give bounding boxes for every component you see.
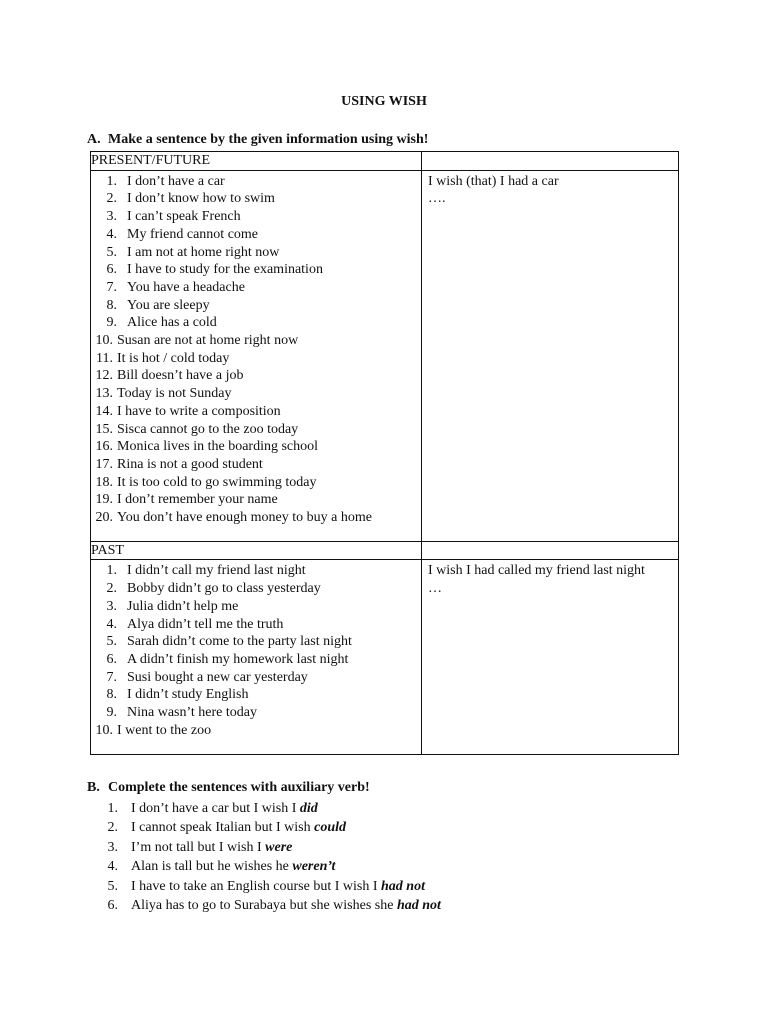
- list-item-number: 3.: [106, 598, 117, 614]
- exercise-answer: weren’t: [292, 859, 336, 875]
- list-item-number: 6.: [106, 651, 117, 667]
- list-item-number: 7.: [106, 279, 117, 295]
- exercise-item-text: [118, 799, 318, 818]
- list-item: [91, 244, 421, 262]
- list-item-number: 14.: [95, 403, 113, 419]
- list-item-number: 1.: [106, 173, 117, 189]
- list-item-number: 15.: [95, 421, 113, 437]
- list-item: [91, 438, 421, 456]
- past-continuation: …: [428, 581, 442, 597]
- list-item: [91, 598, 421, 616]
- list-item-text: You have a headache: [127, 279, 245, 295]
- present-answer-cell: [422, 170, 679, 541]
- exercise-sentence: I don’t have a car but I wish I: [131, 801, 300, 816]
- exercise-item: [90, 857, 441, 876]
- section-a-heading: [87, 132, 428, 148]
- exercise-answer: were: [265, 839, 293, 855]
- section-b-list: [90, 799, 441, 915]
- page-title: USING WISH: [341, 94, 427, 109]
- list-item: [91, 190, 421, 208]
- list-item-text: Sarah didn’t come to the party last night: [127, 634, 352, 650]
- list-item-number: 6.: [106, 262, 117, 278]
- list-item-number: 10.: [95, 333, 113, 349]
- list-item: [91, 509, 421, 527]
- list-item-number: 5.: [106, 634, 117, 650]
- list-item-number: 8.: [106, 687, 117, 703]
- exercise-answer: had not: [396, 898, 441, 914]
- list-item: [91, 474, 421, 492]
- present-example-answer: I wish (that) I had a car: [428, 173, 559, 189]
- list-item: [91, 385, 421, 403]
- section-b-instruction: Complete the sentences with auxiliary verb!: [108, 780, 370, 795]
- list-item-number: 8.: [106, 297, 117, 313]
- list-item: [91, 580, 421, 598]
- exercise-answer: had not: [381, 878, 425, 894]
- list-item-text: My friend cannot come: [127, 226, 259, 242]
- list-item-number: 1.: [106, 563, 117, 579]
- list-item-number: 9.: [106, 705, 117, 721]
- exercise-item: [90, 799, 441, 818]
- list-item: [91, 173, 421, 191]
- exercise-sentence: I have to take an English course but I wish I: [131, 878, 381, 894]
- present-answer-header: [422, 152, 679, 171]
- list-item-text: I am not at home right now: [127, 244, 280, 260]
- list-item-number: 4.: [106, 616, 117, 632]
- exercise-item: [90, 818, 441, 837]
- list-item-number: 13.: [95, 386, 113, 402]
- list-item: [91, 314, 421, 332]
- list-item: [91, 226, 421, 244]
- exercise-item-number: 2.: [107, 820, 118, 836]
- list-item-text: Today is not Sunday: [117, 386, 232, 402]
- section-a-instruction: Make a sentence by the given information using wish!: [108, 132, 429, 147]
- list-item-number: 11.: [96, 350, 113, 366]
- section-b-letter: B.: [87, 780, 100, 795]
- exercise-sentence: I’m not tall but I wish I: [131, 839, 266, 855]
- present-items-cell: [91, 170, 422, 541]
- list-item-text: Bobby didn’t go to class yesterday: [127, 581, 321, 597]
- past-header: PAST: [91, 541, 422, 560]
- list-item-number: 19.: [95, 492, 113, 508]
- exercise-item-number: 3.: [107, 839, 118, 855]
- exercise-answer: did: [299, 801, 318, 816]
- list-item: [91, 633, 421, 651]
- exercise-sentence: I cannot speak Italian but I wish: [131, 820, 315, 836]
- exercise-item-number: 5.: [107, 878, 118, 894]
- list-item: [91, 491, 421, 509]
- exercise-item-number: 1.: [107, 801, 118, 816]
- exercise-sentence: Aliya has to go to Surabaya but she wishes she: [131, 898, 397, 914]
- list-item: [91, 651, 421, 669]
- exercise-table: [90, 151, 679, 755]
- list-item-number: 7.: [106, 669, 117, 685]
- list-item-text: I didn’t study English: [127, 687, 249, 703]
- list-item-text: Susi bought a new car yesterday: [127, 669, 308, 685]
- list-item-text: I have to study for the examination: [127, 262, 323, 278]
- list-item-text: You don’t have enough money to buy a home: [117, 510, 372, 526]
- list-item: [91, 704, 421, 722]
- present-future-header: PRESENT/FUTURE: [91, 152, 422, 171]
- list-item-text: I don’t remember your name: [117, 492, 278, 508]
- list-item-text: I don’t have a car: [127, 173, 225, 189]
- exercise-item: [90, 838, 441, 857]
- past-answer-header: [422, 541, 679, 560]
- list-item-text: Alya didn’t tell me the truth: [127, 616, 284, 632]
- past-answer-cell: [422, 560, 679, 754]
- list-item: [91, 297, 421, 315]
- exercise-item-text: [118, 857, 335, 876]
- list-item-text: You are sleepy: [127, 297, 210, 313]
- list-item: [91, 350, 421, 368]
- present-body-row: [91, 170, 679, 541]
- list-item: [91, 208, 421, 226]
- exercise-item-text: [118, 896, 441, 915]
- list-item-number: 12.: [95, 368, 113, 384]
- list-item-number: 3.: [106, 209, 117, 225]
- list-item-text: Rina is not a good student: [117, 456, 263, 472]
- exercise-item-text: [118, 818, 346, 837]
- list-item: [91, 669, 421, 687]
- present-items-list: [91, 173, 421, 527]
- list-item-text: Nina wasn’t here today: [127, 705, 257, 721]
- list-item-text: A didn’t finish my homework last night: [127, 651, 349, 667]
- list-item-text: Julia didn’t help me: [127, 598, 239, 614]
- past-example-answer: I wish I had called my friend last night: [428, 563, 645, 579]
- list-item-text: I can’t speak French: [127, 209, 241, 225]
- list-item-text: I went to the zoo: [117, 722, 212, 738]
- list-item: [91, 686, 421, 704]
- list-item: [91, 616, 421, 634]
- list-item: [91, 421, 421, 439]
- list-item-number: 10.: [95, 722, 113, 738]
- list-item: [91, 279, 421, 297]
- list-item-number: 5.: [106, 244, 117, 260]
- past-items-cell: [91, 560, 422, 754]
- list-item-number: 20.: [95, 510, 113, 526]
- exercise-item-text: [118, 877, 425, 896]
- section-a-letter: A.: [87, 132, 101, 147]
- list-item: [91, 403, 421, 421]
- list-item-number: 2.: [106, 581, 117, 597]
- list-item: [91, 562, 421, 580]
- list-item: [91, 332, 421, 350]
- exercise-item: [90, 877, 441, 896]
- past-header-row: [91, 541, 679, 560]
- list-item-number: 16.: [95, 439, 113, 455]
- section-b-heading: [87, 780, 370, 796]
- past-items-list: [91, 562, 421, 739]
- list-item-text: I have to write a composition: [117, 403, 281, 419]
- list-item: [91, 367, 421, 385]
- list-item: [91, 456, 421, 474]
- exercise-sentence: Alan is tall but he wishes he: [131, 859, 293, 875]
- list-item-text: Bill doesn’t have a job: [117, 368, 244, 384]
- list-item-text: I didn’t call my friend last night: [127, 563, 306, 579]
- list-item-text: Monica lives in the boarding school: [117, 439, 319, 455]
- exercise-item: [90, 896, 441, 915]
- present-continuation: ….: [428, 191, 446, 207]
- list-item-number: 4.: [106, 226, 117, 242]
- list-item-text: I don’t know how to swim: [127, 191, 275, 207]
- list-item-text: It is too cold to go swimming today: [117, 474, 317, 490]
- exercise-item-number: 4.: [107, 859, 118, 875]
- exercise-answer: could: [314, 820, 347, 836]
- list-item: [91, 261, 421, 279]
- past-body-row: [91, 560, 679, 754]
- list-item-number: 17.: [95, 456, 113, 472]
- exercise-item-number: 6.: [107, 898, 118, 914]
- exercise-item-text: [118, 838, 292, 857]
- list-item: [91, 722, 421, 740]
- list-item-number: 9.: [106, 315, 117, 331]
- list-item-number: 18.: [95, 474, 113, 490]
- present-header-row: [91, 152, 679, 171]
- list-item-text: Sisca cannot go to the zoo today: [117, 421, 299, 437]
- list-item-text: It is hot / cold today: [117, 350, 230, 366]
- list-item-number: 2.: [106, 191, 117, 207]
- list-item-text: Alice has a cold: [127, 315, 217, 331]
- list-item-text: Susan are not at home right now: [117, 333, 299, 349]
